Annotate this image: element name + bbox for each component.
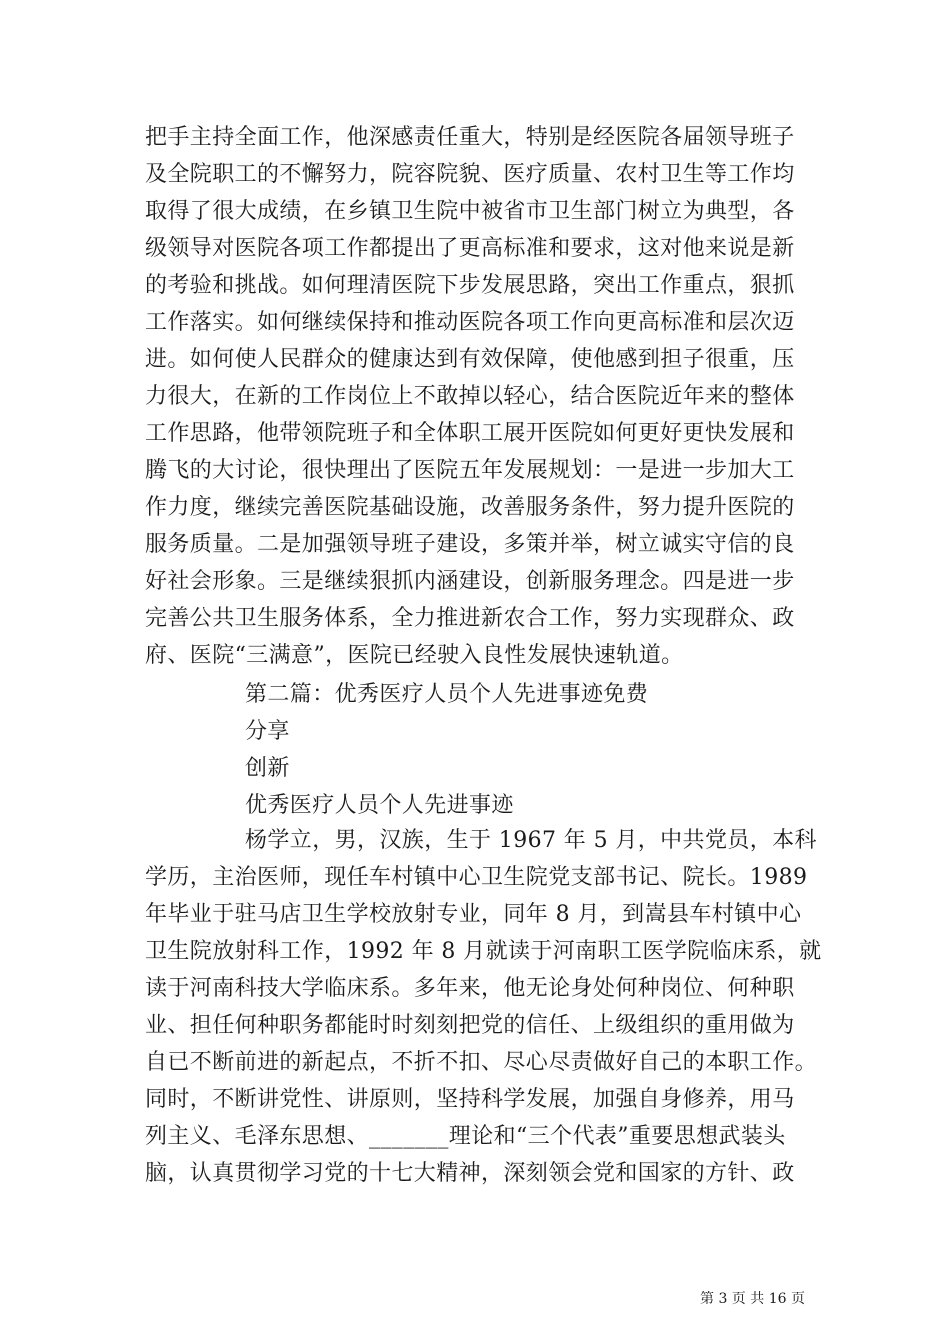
section-heading: 创新	[245, 756, 290, 781]
body-line: 的考验和挑战。如何理清医院下步发展思路，突出工作重点，狠抓	[145, 273, 795, 298]
body-line: 列主义、毛泽东思想、_______理论和“三个代表”重要思想武装头	[145, 1124, 786, 1149]
body-line: 自已不断前进的新起点，不折不扣、尽心尽责做好自己的本职工作。	[145, 1050, 818, 1075]
body-line: 年毕业于驻马店卫生学校放射专业，同年 8 月，到嵩县车村镇中心	[145, 902, 802, 927]
body-line: 杨学立，男，汉族，生于 1967 年 5 月，中共党员，本科	[245, 828, 817, 853]
body-line: 取得了很大成绩，在乡镇卫生院中被省市卫生部门树立为典型，各	[145, 199, 795, 224]
body-line: 腾飞的大讨论，很快理出了医院五年发展规划：一是进一步加大工	[145, 458, 795, 483]
body-line: 读于河南科技大学临床系。多年来，他无论身处何种岗位、何种职	[145, 976, 795, 1001]
body-line: 服务质量。二是加强领导班子建设，多策并举，树立诚实守信的良	[145, 532, 795, 557]
body-line: 业、担任何种职务都能时时刻刻把党的信任、上级组织的重用做为	[145, 1013, 795, 1038]
section-title: 优秀医疗人员个人先进事迹	[245, 793, 514, 818]
body-line: 完善公共卫生服务体系，全力推进新农合工作，努力实现群众、政	[145, 606, 795, 631]
body-line: 级领导对医院各项工作都提出了更高标准和要求，这对他来说是新	[145, 236, 795, 261]
body-line: 把手主持全面工作，他深感责任重大，特别是经医院各届领导班子	[145, 125, 795, 150]
body-line: 学历，主治医师，现任车村镇中心卫生院党支部书记、院长。1989	[145, 865, 808, 890]
body-line: 进。如何使人民群众的健康达到有效保障，使他感到担子很重，压	[145, 347, 795, 372]
page-number-footer: 第 3 页 共 16 页	[700, 1291, 805, 1307]
body-line: 工作落实。如何继续保持和推动医院各项工作向更高标准和层次迈	[145, 310, 795, 335]
body-line: 作力度，继续完善医院基础设施，改善服务条件，努力提升医院的	[145, 495, 795, 520]
body-line: 脑，认真贯彻学习党的十七大精神，深刻领会党和国家的方针、政	[145, 1161, 795, 1186]
body-line: 力很大，在新的工作岗位上不敢掉以轻心，结合医院近年来的整体	[145, 384, 795, 409]
body-line: 及全院职工的不懈努力，院容院貌、医疗质量、农村卫生等工作均	[145, 162, 795, 187]
body-line: 好社会形象。三是继续狠抓内涵建设，创新服务理念。四是进一步	[145, 569, 795, 594]
body-line: 同时，不断讲党性、讲原则，坚持科学发展，加强自身修养，用马	[145, 1087, 795, 1112]
section-heading: 第二篇：优秀医疗人员个人先进事迹免费	[245, 682, 649, 707]
body-line: 卫生院放射科工作，1992 年 8 月就读于河南职工医学院临床系，就	[145, 939, 822, 964]
body-line: 工作思路，他带领院班子和全体职工展开医院如何更好更快发展和	[145, 421, 795, 446]
body-line: 府、医院“三满意”，医院已经驶入良性发展快速轨道。	[145, 643, 684, 668]
section-heading: 分享	[245, 719, 290, 744]
